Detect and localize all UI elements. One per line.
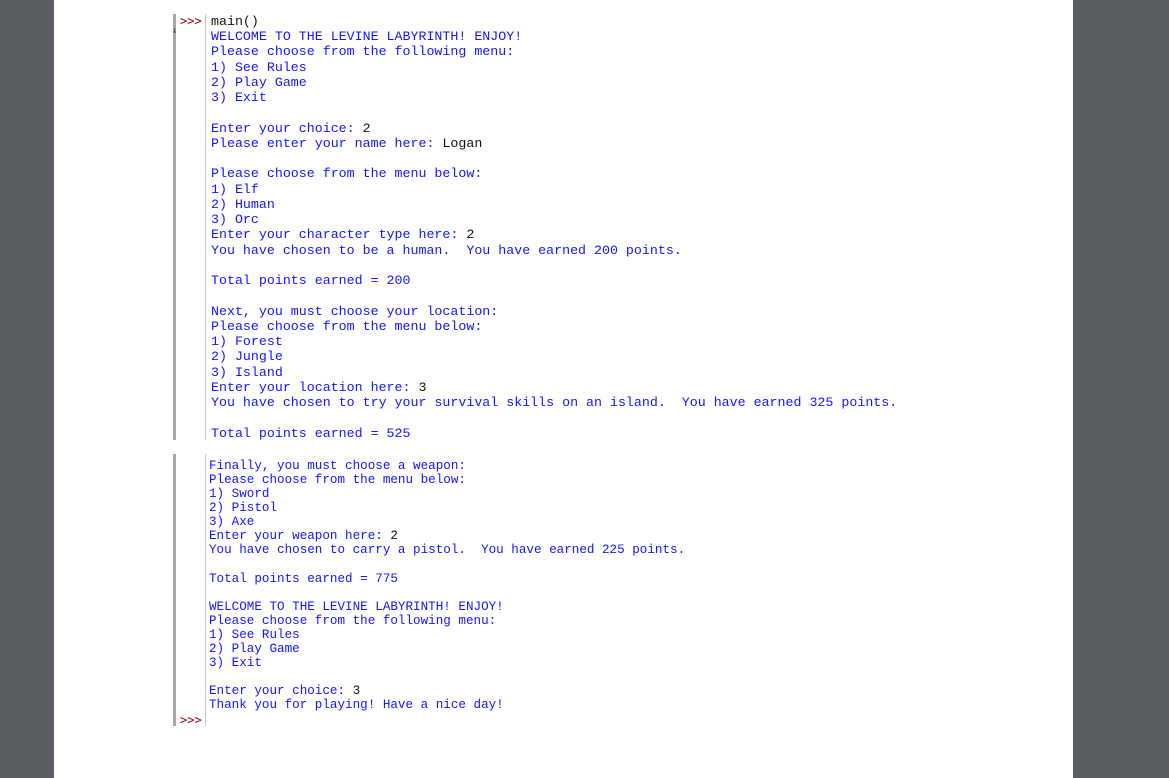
shell-output-1[interactable] xyxy=(211,29,897,441)
cell-gutter-bar-1 xyxy=(173,14,176,440)
output-text: Please choose from the menu below: xyxy=(211,166,483,182)
output-text: Please choose from the following menu: xyxy=(209,613,497,628)
prompt-divider-1 xyxy=(205,14,206,440)
prompt-divider-2 xyxy=(205,454,206,726)
output-text: Enter your choice: xyxy=(209,684,353,698)
output-text: You have chosen to try your survival skills on an island. You have earned 325 points. xyxy=(211,395,898,410)
output-line xyxy=(209,698,685,712)
output-line xyxy=(211,319,897,334)
output-text: Please enter your name here: xyxy=(211,135,443,151)
output-line xyxy=(209,487,685,501)
output-text: Enter your weapon here: xyxy=(209,529,391,544)
output-text: 3) Island xyxy=(211,364,283,380)
output-line xyxy=(211,166,897,181)
output-line xyxy=(211,60,897,75)
output-text: Enter your choice: xyxy=(211,120,363,136)
output-text: 1) Forest xyxy=(211,334,283,349)
output-line xyxy=(211,75,897,90)
output-line xyxy=(211,212,897,227)
output-line xyxy=(209,459,685,473)
output-text: 2) Play Game xyxy=(211,74,307,90)
output-line xyxy=(211,365,897,380)
output-line xyxy=(209,473,685,487)
collapse-marker-icon[interactable]: ↓ xyxy=(172,26,178,36)
output-line xyxy=(211,258,897,273)
output-line xyxy=(211,273,897,288)
output-line xyxy=(211,243,897,258)
shell-prompt-bottom[interactable]: >>> xyxy=(180,713,202,727)
output-text: Next, you must choose your location: xyxy=(211,303,499,319)
output-text: 1) See Rules xyxy=(209,627,300,642)
output-line xyxy=(211,136,897,151)
output-line xyxy=(209,543,685,557)
output-text: Total points earned = 200 xyxy=(211,273,411,288)
output-text: Thank you for playing! Have a nice day! xyxy=(209,698,504,713)
output-line xyxy=(209,586,685,600)
output-text: Total points earned = 525 xyxy=(211,425,411,441)
output-text: 2) Jungle xyxy=(211,349,283,365)
output-line xyxy=(209,515,685,529)
output-line xyxy=(211,151,897,166)
output-text: 2) Play Game xyxy=(209,641,300,656)
output-line xyxy=(211,197,897,212)
output-text: 3) Exit xyxy=(209,655,262,670)
output-line xyxy=(211,426,897,441)
output-line xyxy=(211,29,897,44)
output-line xyxy=(209,684,685,698)
output-line xyxy=(211,121,897,136)
output-text: WELCOME TO THE LEVINE LABYRINTH! ENJOY! xyxy=(211,29,523,44)
user-input: 2 xyxy=(390,529,398,544)
output-line xyxy=(209,529,685,543)
output-text: Total points earned = 775 xyxy=(209,571,398,586)
output-line xyxy=(211,90,897,105)
user-input: 3 xyxy=(418,379,427,395)
output-line xyxy=(211,227,897,242)
output-line xyxy=(211,182,897,197)
user-input: 2 xyxy=(362,120,371,136)
output-text: 1) Sword xyxy=(209,487,270,502)
output-line xyxy=(211,105,897,120)
output-text: Please choose from the menu below: xyxy=(211,318,483,334)
output-text: Please choose from the following menu: xyxy=(211,44,515,60)
output-text: 1) See Rules xyxy=(211,59,307,75)
output-text: You have chosen to be a human. You have earned 200 points. xyxy=(211,242,682,258)
output-text: You have chosen to carry a pistol. You have earned 225 points. xyxy=(209,543,686,558)
output-line xyxy=(209,670,685,684)
output-line xyxy=(211,395,897,410)
output-text: 2) Human xyxy=(211,196,275,212)
output-text: 3) Orc xyxy=(211,212,259,227)
output-line xyxy=(209,614,685,628)
output-line xyxy=(211,288,897,303)
output-text: 3) Axe xyxy=(209,515,255,530)
output-line xyxy=(209,656,685,670)
output-line xyxy=(211,349,897,364)
output-text: 2) Pistol xyxy=(209,501,278,516)
output-line xyxy=(209,572,685,586)
output-line xyxy=(211,410,897,425)
output-text: Enter your character type here: xyxy=(211,227,467,243)
shell-output-2[interactable] xyxy=(209,459,685,712)
output-line xyxy=(209,501,685,515)
output-line xyxy=(209,557,685,571)
user-input: Logan xyxy=(442,135,483,151)
output-line xyxy=(209,628,685,642)
output-line xyxy=(209,600,685,614)
user-input: 2 xyxy=(466,227,475,243)
command-text: main() xyxy=(211,14,259,29)
output-text: 3) Exit xyxy=(211,90,267,105)
output-line xyxy=(211,44,897,59)
shell-prompt-top: >>> xyxy=(180,14,202,28)
output-line xyxy=(211,380,897,395)
output-text: Finally, you must choose a weapon: xyxy=(209,459,466,473)
cell-gutter-bar-2 xyxy=(173,454,176,726)
output-text: Please choose from the menu below: xyxy=(209,473,466,488)
output-text: WELCOME TO THE LEVINE LABYRINTH! ENJOY! xyxy=(209,599,504,614)
output-line xyxy=(209,642,685,656)
output-text: Enter your location here: xyxy=(211,379,419,395)
output-text: 1) Elf xyxy=(211,181,259,197)
output-line xyxy=(211,334,897,349)
user-input: 3 xyxy=(352,684,361,698)
output-line xyxy=(211,304,897,319)
